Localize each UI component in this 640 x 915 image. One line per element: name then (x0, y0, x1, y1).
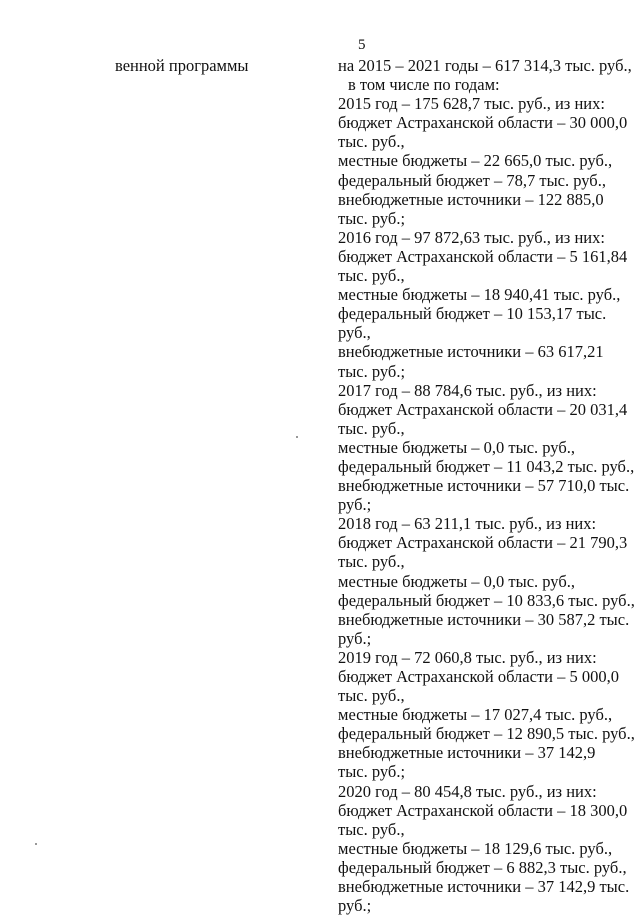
text-line: внебюджетные источники – 37 142,9 (338, 743, 596, 763)
text-line: федеральный бюджет – 78,7 тыс. руб., (338, 170, 606, 190)
year-heading-line: 2019 год – 72 060,8 тыс. руб., из них: (338, 647, 597, 667)
text-line: руб.; (338, 896, 372, 915)
scan-speck (296, 436, 298, 438)
text-line: тыс. руб., (338, 266, 405, 286)
text-line: тыс. руб.; (338, 762, 406, 782)
text-line: руб.; (338, 628, 372, 648)
text-line: тыс. руб.; (338, 361, 406, 381)
text-line: в том числе по годам: (348, 75, 500, 95)
text-line: тыс. руб.; (338, 208, 406, 228)
year-heading-line: 2016 год – 97 872,63 тыс. руб., из них: (338, 227, 605, 247)
text-line: руб.; (338, 495, 372, 515)
text-line: местные бюджеты – 0,0 тыс. руб., (338, 437, 575, 457)
left-column (115, 56, 249, 75)
text-line: руб., (338, 323, 371, 343)
text-line: внебюджетные источники – 122 885,0 (338, 189, 604, 209)
text-line: бюджет Астраханской области – 5 000,0 (338, 667, 619, 686)
funding-text-block (338, 56, 635, 915)
text-line: бюджет Астраханской области – 30 000,0 (338, 113, 628, 133)
text-line: бюджет Астраханской области – 18 300,0 (338, 800, 628, 820)
text-line: бюджет Астраханской области – 21 790,3 (338, 533, 628, 553)
text-line: местные бюджеты – 17 027,4 тыс. руб., (338, 705, 613, 725)
text-line: местные бюджеты – 22 665,0 тыс. руб., (338, 151, 613, 171)
year-heading-line: 2018 год – 63 211,1 тыс. руб., из них: (338, 514, 597, 534)
text-line: бюджет Астраханской области – 20 031,4 (338, 399, 628, 419)
year-heading-line: 2017 год – 88 784,6 тыс. руб., из них: (338, 380, 597, 400)
text-line: федеральный бюджет – 11 043,2 тыс. руб., (338, 456, 635, 476)
text-line: внебюджетные источники – 30 587,2 тыс. (338, 609, 630, 629)
text-line: бюджет Астраханской области – 5 161,84 (338, 246, 628, 266)
text-line: тыс. руб., (338, 819, 405, 839)
text-line: тыс. руб., (338, 132, 405, 152)
year-heading-line: 2020 год – 80 454,8 тыс. руб., из них: (338, 781, 597, 801)
text-line: на 2015 – 2021 годы – 617 314,3 тыс. руб., (338, 56, 632, 75)
text-line: внебюджетные источники – 57 710,0 тыс. (338, 476, 630, 496)
text-line: тыс. руб., (338, 418, 405, 438)
page-number: 5 (358, 37, 366, 53)
text-line: местные бюджеты – 18 129,6 тыс. руб., (338, 838, 613, 858)
text-line: федеральный бюджет – 6 882,3 тыс. руб., (338, 857, 627, 877)
text-line: тыс. руб., (338, 552, 405, 572)
text-line: федеральный бюджет – 10 153,17 тыс. (338, 304, 607, 324)
text-line: местные бюджеты – 18 940,41 тыс. руб., (338, 285, 621, 305)
text-line: тыс. руб., (338, 686, 405, 706)
scan-speck (35, 843, 37, 845)
text-line: местные бюджеты – 0,0 тыс. руб., (338, 571, 575, 591)
text-line: внебюджетные источники – 37 142,9 тыс. (338, 877, 630, 897)
text-line: федеральный бюджет – 12 890,5 тыс. руб., (338, 724, 635, 744)
text-line: внебюджетные источники – 63 617,21 (338, 342, 604, 362)
program-label: венной программы (115, 56, 249, 75)
year-heading-line: 2015 год – 175 628,7 тыс. руб., из них: (338, 94, 605, 114)
text-line: федеральный бюджет – 10 833,6 тыс. руб., (338, 590, 635, 610)
